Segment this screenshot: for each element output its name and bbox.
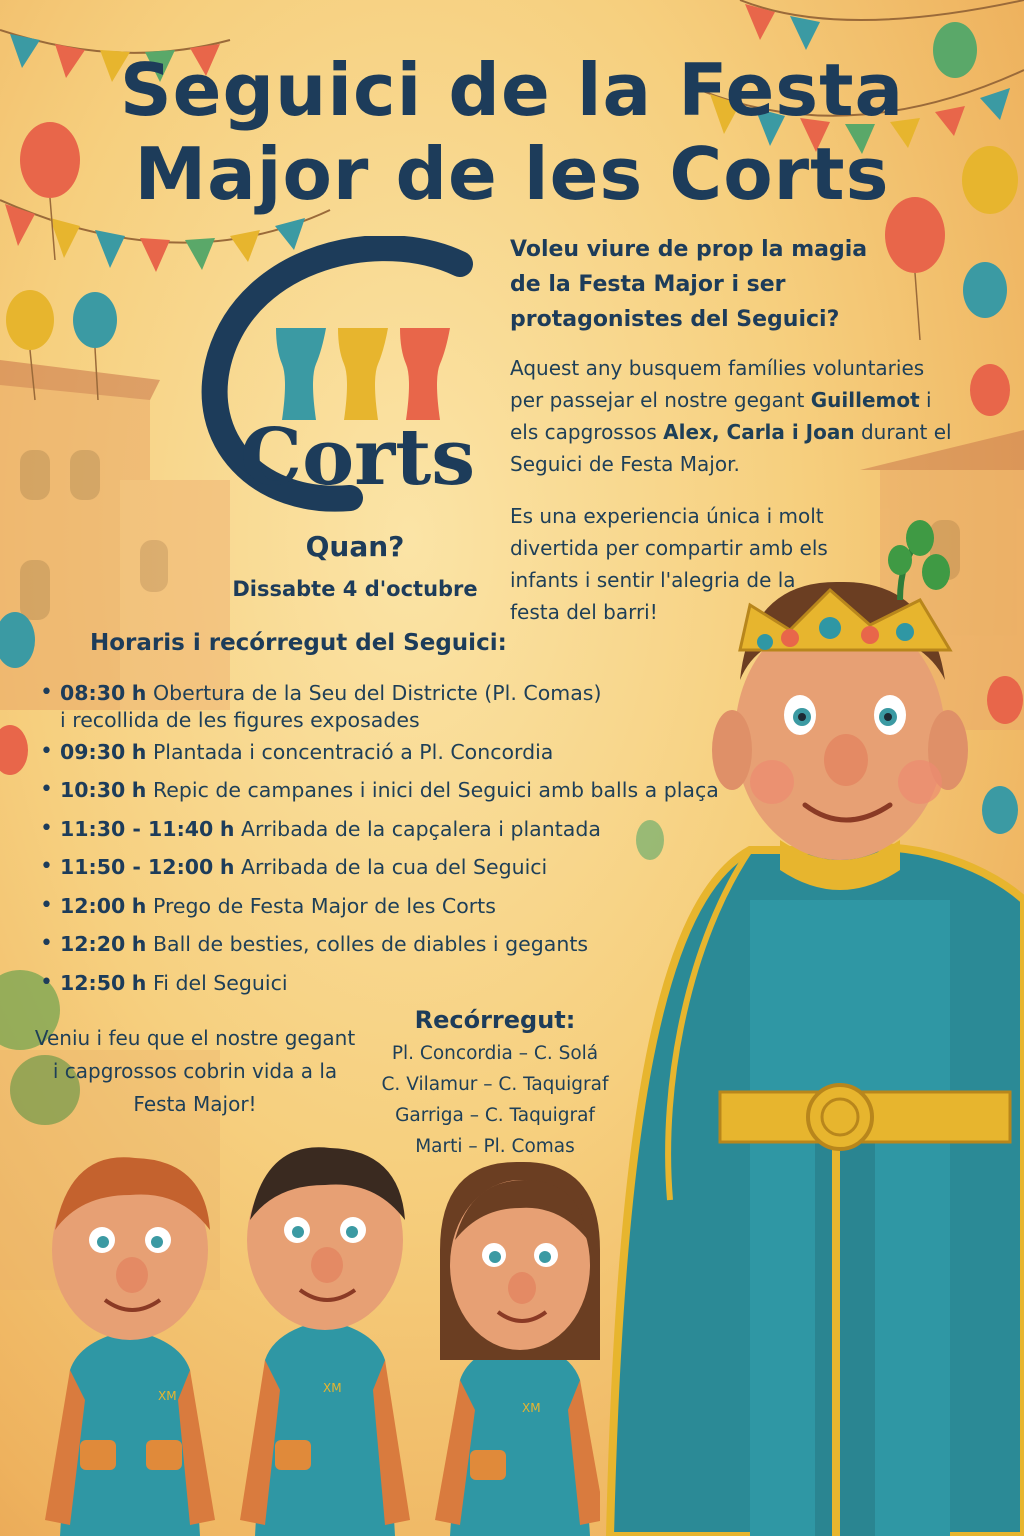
capgros-alex <box>45 1157 215 1536</box>
capgros-badge: XM <box>323 1381 342 1395</box>
schedule-item <box>38 925 768 964</box>
schedule-unit: h <box>219 816 235 841</box>
schedule-time: 08:30 <box>60 681 126 705</box>
capgros-badge: XM <box>158 1389 177 1403</box>
intro-paragraph-volunteers <box>510 352 960 480</box>
logo-wordmark: Corts <box>240 412 476 503</box>
capgros-badge: XM <box>522 1401 541 1415</box>
schedule-time: 11:30 - 11:40 <box>60 816 214 841</box>
schedule-unit: h <box>131 932 147 956</box>
capgros-carla <box>435 1162 600 1536</box>
schedule-text: Plantada i concentració a Pl. Concordia <box>152 739 554 764</box>
giant-guillemot-illustration <box>600 520 1024 1536</box>
schedule-time: 11:50 - 12:00 <box>60 855 214 879</box>
schedule-time: 12:50 <box>60 970 126 995</box>
when-block <box>230 530 480 601</box>
route-line: Garriga – C. Taquigraf <box>395 1105 595 1126</box>
schedule-text: Arribada de la capçalera i plantada <box>240 816 601 841</box>
schedule-text: Prego de Festa Major de les Corts <box>152 893 496 918</box>
intro-text-part: Aquest any busquem famílies voluntaries per passejar el nostre gegant <box>510 356 925 412</box>
schedule-text: Fi del Seguici <box>152 970 288 995</box>
logo-pillar-yellow-icon <box>338 328 388 420</box>
route-line: Pl. Concordia – C. Solá <box>391 1043 599 1064</box>
schedule-item <box>38 848 768 887</box>
capgrossos-illustration <box>40 1140 600 1536</box>
schedule-text: Ball de besties, colles de diables i gegants <box>152 932 589 956</box>
schedule-title: Horaris i recórregut del Seguici: <box>90 630 507 656</box>
call-to-action: Veniu i feu que el nostre gegant i capgrossos cobrin vida a la Festa Major! <box>34 1026 356 1116</box>
schedule-item <box>38 810 768 849</box>
logo-pillar-coral-icon <box>400 328 450 420</box>
intro-text-part: i els capgrossos <box>510 388 932 444</box>
intro-question: Voleu viure de prop la magia de la Festa Major i ser protagonistes del Seguici? <box>510 237 868 332</box>
page-title-line-2: Major de les Corts <box>134 132 890 216</box>
schedule-text: Repic de campanes i inici del Seguici amb balls a plaça <box>152 778 719 802</box>
route-line: C. Vilamur – C. Taquigraf <box>381 1074 609 1095</box>
schedule-item <box>38 887 768 926</box>
when-label: Quan? <box>305 530 405 563</box>
schedule-time: 12:00 <box>60 893 126 918</box>
schedule-time: 12:20 <box>60 932 126 956</box>
schedule-subtext: i recollida de les figures exposades <box>60 707 420 732</box>
schedule-time: 10:30 <box>60 778 126 802</box>
schedule-unit: h <box>131 681 147 705</box>
schedule-unit: h <box>219 855 235 879</box>
route-title: Recórregut: <box>414 1006 576 1034</box>
schedule-unit: h <box>131 893 147 918</box>
page-title-line-1: Seguici de la Festa <box>119 48 905 132</box>
schedule-unit: h <box>131 739 147 764</box>
event-date: Dissabte 4 d'octubre <box>232 577 478 601</box>
schedule-item <box>38 771 768 810</box>
intro-text-part: durant el Seguici de Festa Major. <box>510 420 952 476</box>
route-block <box>360 1006 630 1162</box>
capgros-joan <box>240 1147 410 1536</box>
schedule-text: Arribada de la cua del Seguici <box>240 855 548 879</box>
intro-paragraph-experience: Es una experiencia única i molt divertida per compartir amb els infants i sentir l'alegria de la festa del barri! <box>510 504 828 624</box>
logo-pillar-teal-icon <box>276 328 326 420</box>
schedule-unit: h <box>131 970 147 995</box>
schedule-item <box>38 733 768 772</box>
plant-sprig-icon <box>888 520 950 600</box>
schedule-unit: h <box>131 778 147 802</box>
schedule-item <box>38 674 768 733</box>
corts-logo <box>180 236 490 526</box>
route-line: Marti – Pl. Comas <box>415 1136 575 1157</box>
schedule-list <box>38 674 768 1002</box>
schedule-item <box>38 964 768 1003</box>
capgrossos-names: Alex, Carla i Joan <box>663 420 855 444</box>
giant-name: Guillemot <box>810 388 920 412</box>
schedule-time: 09:30 <box>60 739 126 764</box>
schedule-text: Obertura de la Seu del Districte (Pl. Comas) <box>152 681 602 705</box>
